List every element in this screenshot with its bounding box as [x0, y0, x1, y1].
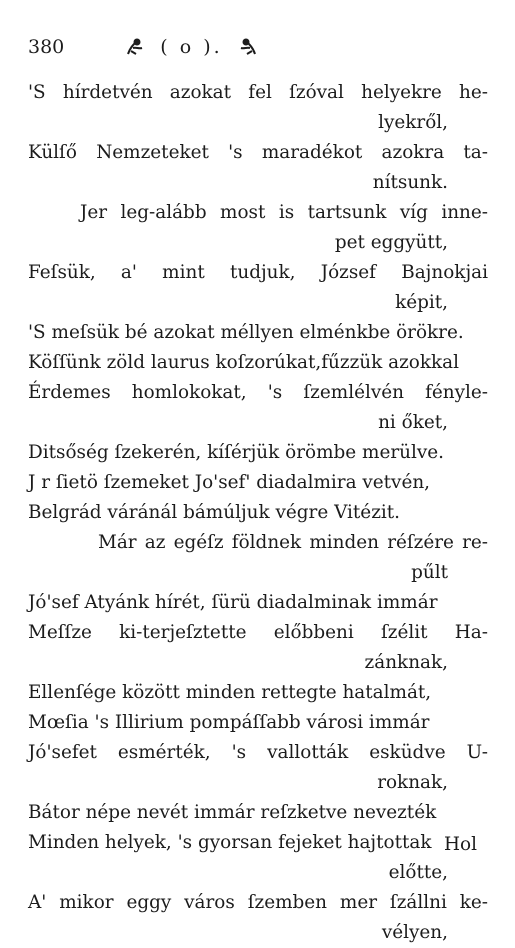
verse-line-continuation: pet eggyütt, [334, 232, 448, 253]
verse-line-continuation: zánknak, [364, 652, 448, 673]
verse-line: 'S hírdetvén azokat fel ſzóval helyekre he- [28, 82, 488, 103]
verse-line-continuation: roknak, [377, 772, 448, 793]
verse-line: 'S meſsük bé azokat méllyen elménkbe örökre. [28, 322, 464, 343]
page-number: 380 [28, 36, 65, 58]
verse-line: Meſſze ki-terjeſztette előbbeni ſzélit Ha- [28, 622, 488, 643]
left-flower-ornament-icon [124, 36, 146, 58]
verse-line: A' mikor eggy város ſzemben mer ſzállni ke- [28, 892, 488, 913]
page-header [28, 30, 259, 64]
header-mark: ( o ). [160, 36, 223, 58]
verse-line-continuation: ni őket, [378, 412, 448, 433]
verse-line-continuation: nítsunk. [372, 172, 448, 193]
poem-text [28, 78, 488, 948]
verse-line: Bátor népe nevét immár reſzketve nevezték [28, 802, 437, 823]
verse-line: Minden helyek, 's gyorsan fejeket hajtottak [28, 832, 432, 853]
verse-line: Már az egéſz földnek minden réſzére re- [98, 532, 488, 553]
verse-line: Ditsőség ſzekerén, kíſérjük örömbe merülve. [28, 442, 444, 463]
verse-line: Jó'sef Atyánk hírét, ſürü diadalminak immár [28, 592, 438, 613]
verse-line-continuation: lyekről, [378, 112, 448, 133]
verse-line: J r ſietö ſzemeket Jo'sef' diadalmira vetvén, [28, 472, 431, 493]
verse-line: Jer leg-alább most is tartsunk víg inne- [80, 202, 488, 223]
verse-line: Ellenſége között minden rettegte hatalmát, [28, 682, 432, 703]
verse-line: Belgrád váránál bámúljuk végre Vitézit. [28, 502, 400, 523]
verse-line-continuation: vélyen, [381, 922, 448, 943]
verse-line-continuation: pűlt [411, 562, 448, 583]
verse-line: Érdemes homlokokat, 's ſzemlélvén fényle- [28, 382, 488, 403]
verse-line-continuation: előtte, [388, 862, 448, 883]
verse-line: Jó'sefet esmérték, 's vallották esküdve U- [28, 742, 488, 763]
verse-line: Külſő Nemzeteket 's maradékot azokra ta- [28, 142, 488, 163]
verse-line: Feſsük, a' mint tudjuk, József Bajnokjai [28, 262, 488, 283]
verse-line: Mœſia 's Illirium pompáſſabb városi immár [28, 712, 430, 733]
verse-line: Köſſünk zöld laurus koſzorúkat,fűzzük azokkal [28, 352, 459, 373]
verse-line-continuation: képit, [395, 292, 448, 313]
right-flower-ornament-icon [237, 36, 259, 58]
catchword: Hol [444, 834, 477, 855]
